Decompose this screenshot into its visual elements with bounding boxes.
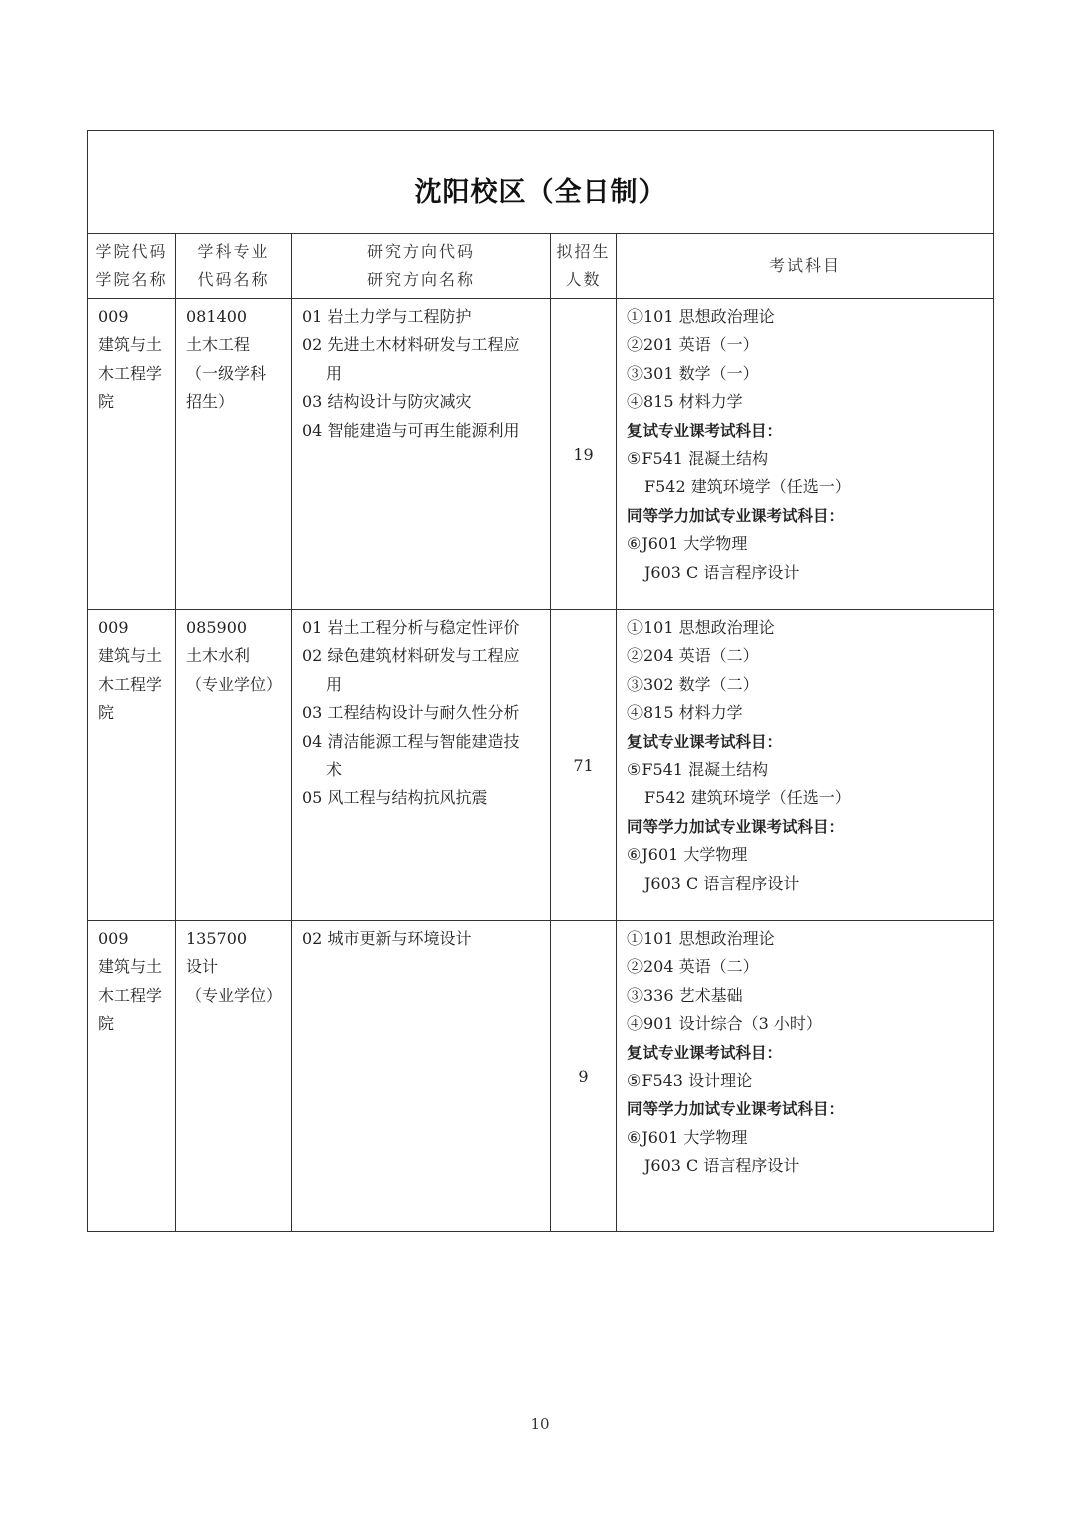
major-name: （专业学位）	[186, 674, 283, 694]
retest-heading: 复试专业课考试科目：	[627, 1043, 783, 1062]
title-cell	[88, 131, 994, 234]
college-cell	[88, 921, 176, 1232]
header-major-line1: 学科专业	[197, 242, 270, 261]
retest-heading: 复试专业课考试科目：	[627, 732, 783, 751]
subject-item: F542 建筑环境学（任选一）	[644, 788, 851, 808]
major-code: 085900	[186, 618, 248, 637]
direction-item: 03 结构设计与防灾减灾	[302, 392, 472, 412]
subject-item: ③302 数学（二）	[627, 674, 759, 694]
direction-item: 04 清洁能源工程与智能建造技	[302, 731, 520, 751]
college-name: 院	[98, 703, 115, 723]
header-exam	[617, 234, 994, 299]
quota-cell: 9	[551, 921, 617, 1232]
subject-item: J603 C 语言程序设计	[644, 1156, 800, 1176]
college-name: 建筑与土	[98, 646, 163, 666]
retest-heading: 复试专业课考试科目：	[627, 421, 783, 440]
major-cell	[176, 921, 292, 1232]
college-code: 009	[98, 929, 129, 948]
college-name: 建筑与土	[98, 335, 163, 355]
college-name: 木工程学	[98, 363, 163, 383]
header-quota	[551, 234, 617, 299]
header-major	[176, 234, 292, 299]
subject-item: J603 C 语言程序设计	[644, 873, 800, 893]
subject-item: ②201 英语（一）	[627, 335, 759, 355]
header-direction-line2: 研究方向名称	[366, 270, 475, 289]
subject-item: J603 C 语言程序设计	[644, 562, 800, 582]
direction-item: 03 工程结构设计与耐久性分析	[302, 703, 520, 723]
subject-cell	[617, 299, 994, 610]
subject-item: ①101 思想政治理论	[627, 618, 775, 637]
subject-item: ①101 思想政治理论	[627, 307, 775, 326]
college-cell	[88, 610, 176, 921]
direction-item: 01 岩土工程分析与稳定性评价	[302, 618, 520, 637]
direction-item: 05 风工程与结构抗风抗震	[302, 788, 488, 808]
major-code: 135700	[186, 929, 248, 948]
direction-item: 用	[326, 363, 343, 383]
header-exam-label: 考试科目	[769, 256, 842, 275]
subject-item: ④815 材料力学	[627, 392, 743, 412]
extra-exam-heading: 同等学力加试专业课考试科目：	[627, 506, 845, 525]
direction-item: 用	[326, 674, 343, 694]
header-college-line2: 学院名称	[95, 270, 168, 289]
header-quota-line2: 人数	[565, 270, 602, 289]
college-name: 建筑与土	[98, 957, 163, 977]
admission-table	[87, 130, 994, 1232]
major-name: 土木工程	[186, 335, 251, 355]
header-quota-line1: 拟招生	[556, 242, 611, 261]
header-college-line1: 学院代码	[95, 242, 168, 261]
college-name: 院	[98, 392, 115, 412]
subject-cell	[617, 921, 994, 1232]
college-code: 009	[98, 618, 129, 637]
subject-item: ⑥J601 大学物理	[627, 1127, 748, 1147]
direction-cell	[292, 610, 551, 921]
major-cell	[176, 299, 292, 610]
subject-cell	[617, 610, 994, 921]
table-row	[88, 921, 994, 1232]
subject-item: ④901 设计综合（3 小时）	[627, 1014, 822, 1034]
header-direction	[292, 234, 551, 299]
college-name: 院	[98, 1014, 115, 1034]
subject-item: ②204 英语（二）	[627, 957, 759, 977]
quota-cell: 71	[551, 610, 617, 921]
direction-item: 术	[326, 760, 343, 780]
direction-cell	[292, 921, 551, 1232]
header-major-line2: 代码名称	[197, 270, 270, 289]
header-direction-line1: 研究方向代码	[366, 242, 475, 261]
direction-item: 04 智能建造与可再生能源利用	[302, 420, 520, 440]
subject-item: ①101 思想政治理论	[627, 929, 775, 948]
direction-item: 02 先进土木材料研发与工程应	[302, 335, 520, 355]
subject-item: ③301 数学（一）	[627, 363, 759, 383]
direction-cell	[292, 299, 551, 610]
subject-item: F542 建筑环境学（任选一）	[644, 477, 851, 497]
subject-item: ②204 英语（二）	[627, 646, 759, 666]
major-cell	[176, 610, 292, 921]
table-row	[88, 299, 994, 610]
major-name: （专业学位）	[186, 985, 283, 1005]
extra-exam-heading: 同等学力加试专业课考试科目：	[627, 1100, 845, 1119]
subject-item: ⑤F541 混凝土结构	[627, 760, 769, 780]
college-name: 木工程学	[98, 674, 163, 694]
subject-item: ④815 材料力学	[627, 703, 743, 723]
page-title: 沈阳校区（全日制）	[414, 176, 667, 208]
subject-item: ⑤F543 设计理论	[627, 1071, 753, 1091]
direction-item: 02 城市更新与环境设计	[302, 929, 472, 948]
direction-item: 01 岩土力学与工程防护	[302, 307, 472, 326]
major-code: 081400	[186, 307, 248, 326]
college-code: 009	[98, 307, 129, 326]
subject-item: ⑥J601 大学物理	[627, 845, 748, 865]
page-number: 10	[530, 1415, 550, 1433]
college-cell	[88, 299, 176, 610]
college-name: 木工程学	[98, 985, 163, 1005]
subject-item: ⑤F541 混凝土结构	[627, 449, 769, 469]
subject-item: ⑥J601 大学物理	[627, 534, 748, 554]
header-college	[88, 234, 176, 299]
direction-item: 02 绿色建筑材料研发与工程应	[302, 646, 520, 666]
extra-exam-heading: 同等学力加试专业课考试科目：	[627, 817, 845, 836]
major-name: 招生）	[186, 392, 235, 412]
major-name: 设计	[186, 957, 219, 977]
header-row	[88, 234, 994, 299]
major-name: 土木水利	[186, 646, 251, 666]
subject-item: ③336 艺术基础	[627, 985, 743, 1005]
major-name: （一级学科	[186, 363, 267, 383]
table-row	[88, 610, 994, 921]
quota-cell: 19	[551, 299, 617, 610]
